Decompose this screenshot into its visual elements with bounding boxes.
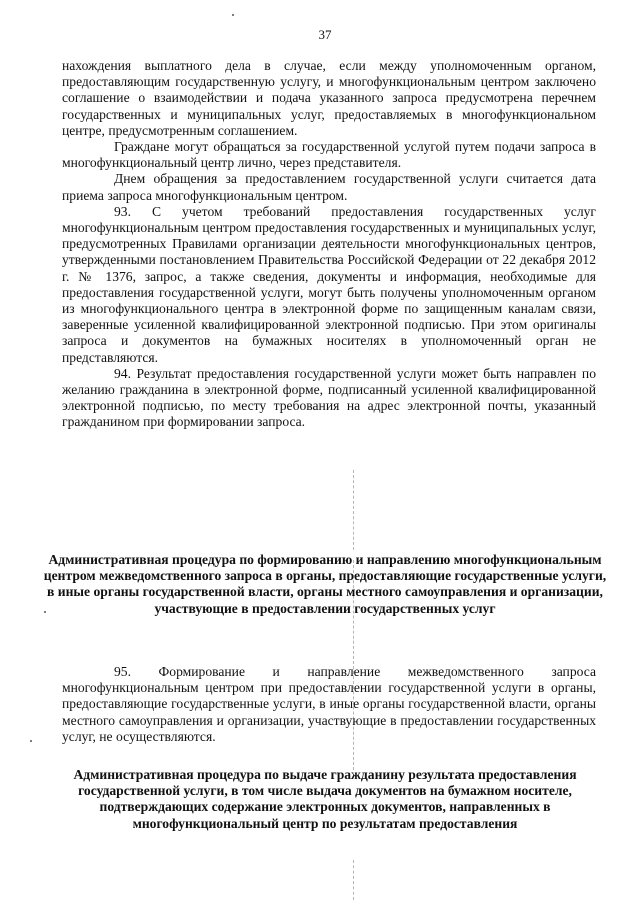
section-heading-interagency-request: Административная процедура по формированию и направлению многофункциональным центром межведомственного запроса в органы, предоставляющие государственные услуги, в иные органы государственной власти, органы местного самоуправления и организации, участвующие в предоставлении государственных услуг — [43, 552, 607, 616]
body-text — [62, 58, 596, 431]
section-heading-issuing-result: Административная процедура по выдаче гражданину результата предоставления государственной услуги, в том числе выдача документов на бумажном носителе, подтверждающих содержание электронных документов, направленных в многофункциональный центр по результатам предоставления — [73, 767, 577, 831]
paragraph-citizens-apply: Граждане могут обращаться за государственной услугой путем подачи запроса в многофункциональный центр лично, через представителя. — [62, 139, 596, 171]
paragraph-continuation: нахождения выплатного дела в случае, если между уполномоченным органом, предоставляющим государственную услугу, и многофункциональным центром заключено соглашение о взаимодействии и подача указанного запроса предусмотрена перечнем государственных и муниципальных услуг, предоставляемых в многофункциональном центре, предусмотренным соглашением. — [62, 58, 596, 138]
paragraph-94: 94. Результат предоставления государственной услуги может быть направлен по желанию гражданина в электронной форме, подписанный усиленной квалифицированной электронной подписью, по месту требования на адрес электронной почты, указанный гражданином при формировании запроса. — [62, 365, 596, 430]
scan-artifact-dot — [30, 740, 32, 742]
paragraph-95: 95. Формирование и направление межведомственного запроса многофункциональным центром при предоставлении государственной услуги в органы, предоставляющие государственные услуги, в иные органы государственной власти, органы местного самоуправления и организации, участвующие в предоставлении государственных услуг, не осуществляются. — [62, 664, 596, 744]
scan-artifact-dot — [232, 14, 234, 16]
paragraph-day-of-application: Днем обращения за предоставлением государственной услуги считается дата приема запроса многофункциональным центром. — [62, 171, 596, 203]
scan-artifact-fold-line — [353, 470, 355, 550]
page-number: 37 — [318, 27, 332, 42]
scan-artifact-fold-line — [353, 860, 355, 900]
paragraph-93: 93. С учетом требований предоставления государственных услуг многофункциональным центром предоставления государственных и муниципальных услуг, предусмотренных Правилами организации деятельности многофункциональных центров, утвержденными постановлением Правительства Российской Федерации от 22 декабря 2012 г. № 1376, запрос, а также сведения, документы и информация, необходимые для предоставления государственной услуги, могут быть получены уполномоченным органом из многофункционального центра в электронной форме по защищенным каналам связи, заверенные усиленной квалифицированной электронной подписью. При этом оригиналы запроса и документов на бумажных носителях в уполномоченный орган не представляются. — [62, 203, 596, 365]
